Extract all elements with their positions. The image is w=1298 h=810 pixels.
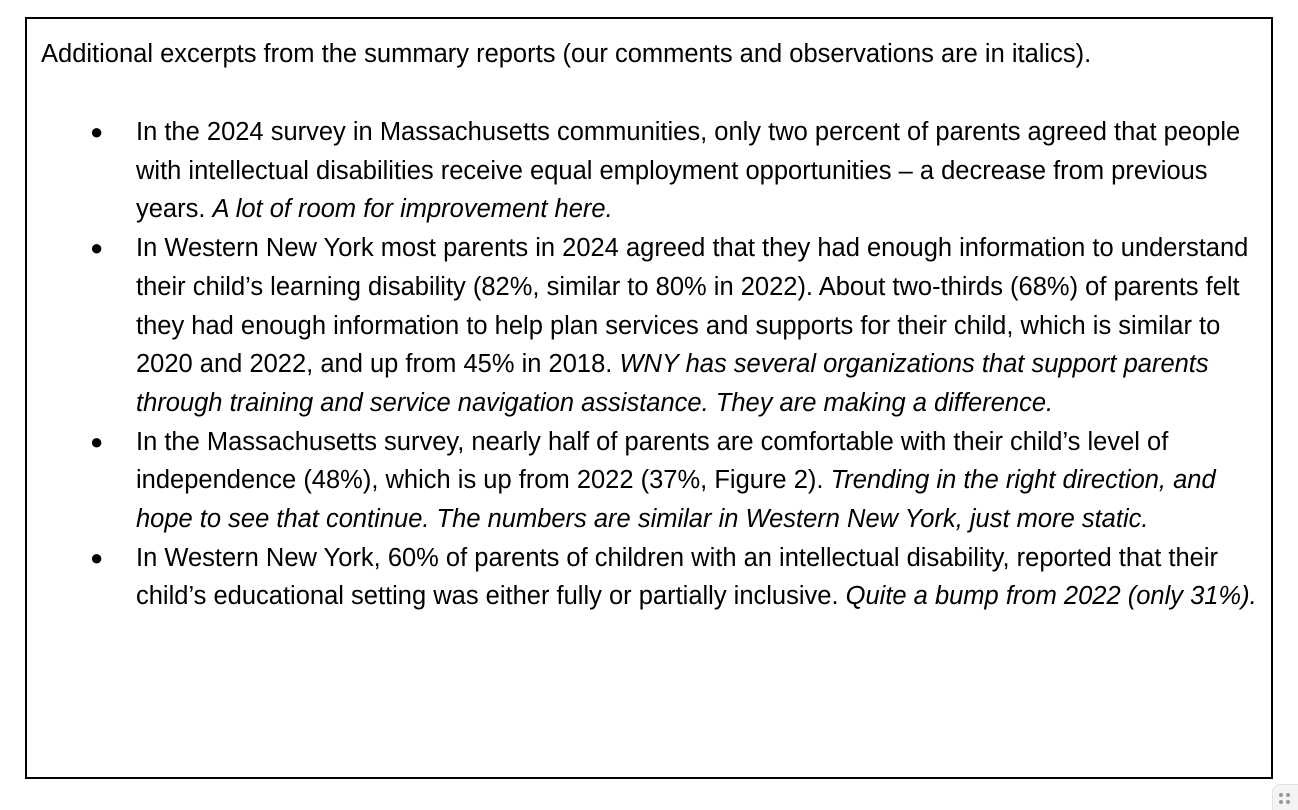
bullet-icon: ● bbox=[90, 544, 104, 570]
comment-text: A lot of room for improvement here. bbox=[212, 195, 613, 224]
list-item bbox=[27, 423, 1273, 539]
excerpt-box bbox=[25, 17, 1273, 779]
excerpt-text: In the 2024 survey in Massachusetts communities, only two percent of parents agreed that people with intellectual disabilities receive equal employment opportunities – a decrease from previous years. bbox=[136, 118, 1241, 224]
list-item bbox=[27, 229, 1273, 423]
comment-text: Quite a bump from 2022 (only 31%). bbox=[845, 582, 1257, 611]
comment-text: WNY has several organizations that support parents through training and service navigation assistance. They are making a difference. bbox=[136, 350, 1209, 417]
intro-text: Additional excerpts from the summary reports (our comments and observations are in italics). bbox=[41, 40, 1092, 68]
excerpt-text: In Western New York, 60% of parents of children with an intellectual disability, reported that their child’s educational setting was either fully or partially inclusive. bbox=[136, 543, 1218, 611]
excerpt-text: In the Massachusetts survey, nearly half of parents are comfortable with their child’s level of independence (48%), which is up from 2022 (37%, Figure 2). bbox=[136, 427, 1169, 495]
resize-handle-icon[interactable] bbox=[1272, 784, 1298, 810]
list-item bbox=[27, 113, 1273, 229]
comment-text: Trending in the right direction, and hope to see that continue. The numbers are similar in Western New York, just more static. bbox=[136, 466, 1216, 534]
list-item bbox=[27, 539, 1273, 616]
excerpt-list bbox=[27, 113, 1273, 616]
bullet-icon: ● bbox=[90, 119, 104, 144]
bullet-icon: ● bbox=[90, 235, 104, 261]
bullet-icon: ● bbox=[90, 428, 104, 454]
excerpt-text: In Western New York most parents in 2024 agreed that they had enough information to understand their child’s learning disability (82%, similar to 80% in 2022). About two-thirds (68%) of parents felt they had enough information to help plan services and supports for their child, which is similar to 2020 and 2022, and up from 45% in 2018. bbox=[136, 234, 1249, 379]
